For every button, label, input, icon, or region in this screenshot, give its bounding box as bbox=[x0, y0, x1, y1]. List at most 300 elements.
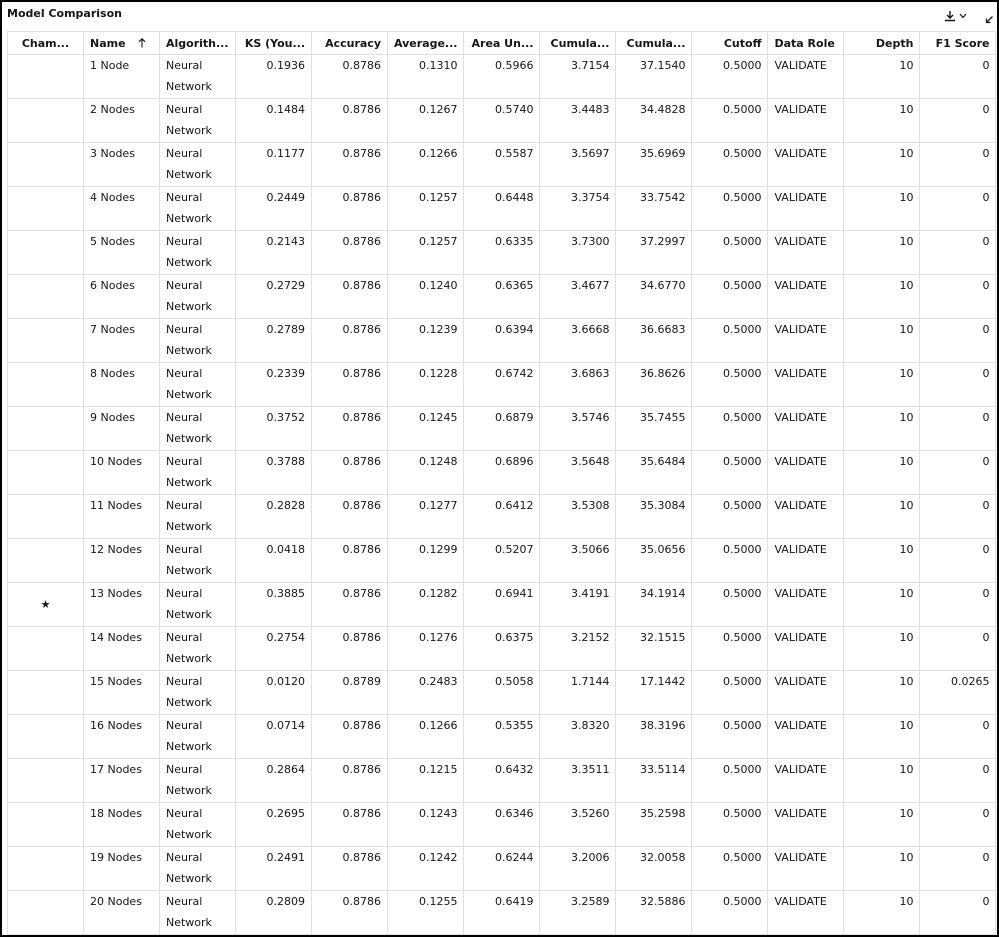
accuracy-cell: 0.8786 bbox=[312, 847, 388, 891]
ks-cell: 0.3788 bbox=[236, 451, 312, 495]
name-cell: 14 Nodes bbox=[84, 627, 160, 671]
data-role-cell: VALIDATE bbox=[768, 803, 844, 847]
ks-cell: 0.0418 bbox=[236, 539, 312, 583]
f1-score-cell: 0 bbox=[920, 99, 996, 143]
chevron-down-icon bbox=[959, 13, 967, 19]
auc-cell: 0.5355 bbox=[464, 715, 540, 759]
collapse-button[interactable] bbox=[984, 10, 996, 24]
column-header-cumulative-2[interactable]: Cumula... bbox=[616, 32, 692, 55]
algorithm-cell: Neural Network bbox=[160, 803, 236, 847]
algorithm-cell: Neural Network bbox=[160, 627, 236, 671]
champion-cell bbox=[8, 803, 84, 847]
data-role-cell: VALIDATE bbox=[768, 759, 844, 803]
column-header-champion[interactable]: Cham... bbox=[8, 32, 84, 55]
cumulative-2-cell: 37.2997 bbox=[616, 231, 692, 275]
average-cell: 0.1299 bbox=[388, 539, 464, 583]
cumulative-2-cell: 32.0058 bbox=[616, 847, 692, 891]
auc-cell: 0.6879 bbox=[464, 407, 540, 451]
column-header-algorithm[interactable]: Algorith... bbox=[160, 32, 236, 55]
column-header-data-role[interactable]: Data Role bbox=[768, 32, 844, 55]
name-cell: 18 Nodes bbox=[84, 803, 160, 847]
algorithm-cell: Neural Network bbox=[160, 143, 236, 187]
f1-score-cell: 0 bbox=[920, 275, 996, 319]
download-icon bbox=[944, 10, 956, 22]
table-row[interactable] bbox=[8, 759, 996, 803]
data-role-cell: VALIDATE bbox=[768, 363, 844, 407]
f1-score-cell: 0 bbox=[920, 319, 996, 363]
table-row[interactable] bbox=[8, 275, 996, 319]
depth-cell: 10 bbox=[844, 231, 920, 275]
accuracy-cell: 0.8786 bbox=[312, 99, 388, 143]
auc-cell: 0.5740 bbox=[464, 99, 540, 143]
ks-cell: 0.3885 bbox=[236, 583, 312, 627]
ks-cell: 0.2339 bbox=[236, 363, 312, 407]
panel-title: Model Comparison bbox=[7, 7, 122, 20]
average-cell: 0.1282 bbox=[388, 583, 464, 627]
auc-cell: 0.5207 bbox=[464, 539, 540, 583]
f1-score-cell: 0 bbox=[920, 715, 996, 759]
data-role-cell: VALIDATE bbox=[768, 539, 844, 583]
table-row[interactable] bbox=[8, 495, 996, 539]
sort-ascending-icon bbox=[138, 38, 146, 48]
table-row[interactable] bbox=[8, 407, 996, 451]
cutoff-cell: 0.5000 bbox=[692, 231, 768, 275]
f1-score-cell: 0 bbox=[920, 891, 996, 935]
ks-cell: 0.1484 bbox=[236, 99, 312, 143]
collapse-icon bbox=[984, 15, 994, 25]
column-header-name-label: Name bbox=[90, 36, 126, 50]
ks-cell: 0.2864 bbox=[236, 759, 312, 803]
name-cell: 11 Nodes bbox=[84, 495, 160, 539]
champion-cell bbox=[8, 275, 84, 319]
cumulative-1-cell: 3.4483 bbox=[540, 99, 616, 143]
data-role-cell: VALIDATE bbox=[768, 187, 844, 231]
name-cell: 16 Nodes bbox=[84, 715, 160, 759]
depth-cell: 10 bbox=[844, 363, 920, 407]
ks-cell: 0.2789 bbox=[236, 319, 312, 363]
table-row[interactable] bbox=[8, 99, 996, 143]
table-row[interactable] bbox=[8, 451, 996, 495]
average-cell: 0.1267 bbox=[388, 99, 464, 143]
cumulative-2-cell: 35.3084 bbox=[616, 495, 692, 539]
depth-cell: 10 bbox=[844, 891, 920, 935]
cutoff-cell: 0.5000 bbox=[692, 407, 768, 451]
cumulative-2-cell: 35.6484 bbox=[616, 451, 692, 495]
algorithm-cell: Neural Network bbox=[160, 363, 236, 407]
data-role-cell: VALIDATE bbox=[768, 715, 844, 759]
accuracy-cell: 0.8786 bbox=[312, 803, 388, 847]
f1-score-cell: 0 bbox=[920, 627, 996, 671]
data-role-cell: VALIDATE bbox=[768, 671, 844, 715]
data-role-cell: VALIDATE bbox=[768, 231, 844, 275]
algorithm-cell: Neural Network bbox=[160, 495, 236, 539]
champion-cell bbox=[8, 55, 84, 99]
auc-cell: 0.6941 bbox=[464, 583, 540, 627]
accuracy-cell: 0.8786 bbox=[312, 715, 388, 759]
f1-score-cell: 0 bbox=[920, 759, 996, 803]
accuracy-cell: 0.8786 bbox=[312, 583, 388, 627]
accuracy-cell: 0.8786 bbox=[312, 363, 388, 407]
name-cell: 8 Nodes bbox=[84, 363, 160, 407]
algorithm-cell: Neural Network bbox=[160, 231, 236, 275]
average-cell: 0.1228 bbox=[388, 363, 464, 407]
data-role-cell: VALIDATE bbox=[768, 495, 844, 539]
champion-cell bbox=[8, 759, 84, 803]
cumulative-2-cell: 32.1515 bbox=[616, 627, 692, 671]
auc-cell: 0.6419 bbox=[464, 891, 540, 935]
cumulative-1-cell: 3.6668 bbox=[540, 319, 616, 363]
f1-score-cell: 0 bbox=[920, 143, 996, 187]
data-role-cell: VALIDATE bbox=[768, 583, 844, 627]
column-header-depth[interactable]: Depth bbox=[844, 32, 920, 55]
algorithm-cell: Neural Network bbox=[160, 539, 236, 583]
name-cell: 6 Nodes bbox=[84, 275, 160, 319]
name-cell: 13 Nodes bbox=[84, 583, 160, 627]
depth-cell: 10 bbox=[844, 187, 920, 231]
ks-cell: 0.2809 bbox=[236, 891, 312, 935]
ks-cell: 0.2754 bbox=[236, 627, 312, 671]
cumulative-1-cell: 3.6863 bbox=[540, 363, 616, 407]
champion-cell bbox=[8, 187, 84, 231]
depth-cell: 10 bbox=[844, 55, 920, 99]
average-cell: 0.1257 bbox=[388, 231, 464, 275]
average-cell: 0.1276 bbox=[388, 627, 464, 671]
cutoff-cell: 0.5000 bbox=[692, 803, 768, 847]
champion-cell bbox=[8, 319, 84, 363]
accuracy-cell: 0.8786 bbox=[312, 319, 388, 363]
accuracy-cell: 0.8786 bbox=[312, 143, 388, 187]
accuracy-cell: 0.8786 bbox=[312, 495, 388, 539]
table-body bbox=[8, 55, 996, 935]
ks-cell: 0.2729 bbox=[236, 275, 312, 319]
name-cell: 5 Nodes bbox=[84, 231, 160, 275]
f1-score-cell: 0 bbox=[920, 539, 996, 583]
cumulative-2-cell: 36.8626 bbox=[616, 363, 692, 407]
auc-cell: 0.5058 bbox=[464, 671, 540, 715]
algorithm-cell: Neural Network bbox=[160, 583, 236, 627]
column-header-f1-score[interactable]: F1 Score bbox=[920, 32, 996, 55]
f1-score-cell: 0 bbox=[920, 803, 996, 847]
average-cell: 0.1257 bbox=[388, 187, 464, 231]
average-cell: 0.1255 bbox=[388, 891, 464, 935]
table-row[interactable] bbox=[8, 803, 996, 847]
f1-score-cell: 0 bbox=[920, 231, 996, 275]
accuracy-cell: 0.8789 bbox=[312, 671, 388, 715]
accuracy-cell: 0.8786 bbox=[312, 759, 388, 803]
cumulative-2-cell: 35.2598 bbox=[616, 803, 692, 847]
auc-cell: 0.6448 bbox=[464, 187, 540, 231]
average-cell: 0.1266 bbox=[388, 143, 464, 187]
champion-cell bbox=[8, 847, 84, 891]
average-cell: 0.1239 bbox=[388, 319, 464, 363]
ks-cell: 0.2449 bbox=[236, 187, 312, 231]
ks-cell: 0.2491 bbox=[236, 847, 312, 891]
cutoff-cell: 0.5000 bbox=[692, 891, 768, 935]
auc-cell: 0.6375 bbox=[464, 627, 540, 671]
name-cell: 10 Nodes bbox=[84, 451, 160, 495]
algorithm-cell: Neural Network bbox=[160, 407, 236, 451]
auc-cell: 0.6432 bbox=[464, 759, 540, 803]
table-row[interactable] bbox=[8, 583, 996, 627]
f1-score-cell: 0 bbox=[920, 495, 996, 539]
cutoff-cell: 0.5000 bbox=[692, 539, 768, 583]
average-cell: 0.1240 bbox=[388, 275, 464, 319]
average-cell: 0.1310 bbox=[388, 55, 464, 99]
name-cell: 7 Nodes bbox=[84, 319, 160, 363]
name-cell: 20 Nodes bbox=[84, 891, 160, 935]
cutoff-cell: 0.5000 bbox=[692, 759, 768, 803]
depth-cell: 10 bbox=[844, 759, 920, 803]
table-row[interactable] bbox=[8, 231, 996, 275]
accuracy-cell: 0.8786 bbox=[312, 407, 388, 451]
champion-cell bbox=[8, 231, 84, 275]
f1-score-cell: 0.0265 bbox=[920, 671, 996, 715]
depth-cell: 10 bbox=[844, 671, 920, 715]
cumulative-2-cell: 36.6683 bbox=[616, 319, 692, 363]
ks-cell: 0.1936 bbox=[236, 55, 312, 99]
average-cell: 0.1242 bbox=[388, 847, 464, 891]
table-row[interactable] bbox=[8, 187, 996, 231]
algorithm-cell: Neural Network bbox=[160, 55, 236, 99]
cumulative-1-cell: 3.5746 bbox=[540, 407, 616, 451]
cumulative-1-cell: 3.5697 bbox=[540, 143, 616, 187]
average-cell: 0.1248 bbox=[388, 451, 464, 495]
auc-cell: 0.6244 bbox=[464, 847, 540, 891]
ks-cell: 0.3752 bbox=[236, 407, 312, 451]
f1-score-cell: 0 bbox=[920, 187, 996, 231]
model-comparison-table bbox=[7, 31, 996, 935]
cumulative-2-cell: 35.0656 bbox=[616, 539, 692, 583]
champion-cell bbox=[8, 451, 84, 495]
depth-cell: 10 bbox=[844, 583, 920, 627]
auc-cell: 0.6394 bbox=[464, 319, 540, 363]
accuracy-cell: 0.8786 bbox=[312, 451, 388, 495]
cumulative-1-cell: 3.2152 bbox=[540, 627, 616, 671]
average-cell: 0.1245 bbox=[388, 407, 464, 451]
algorithm-cell: Neural Network bbox=[160, 759, 236, 803]
data-role-cell: VALIDATE bbox=[768, 407, 844, 451]
ks-cell: 0.2828 bbox=[236, 495, 312, 539]
cumulative-1-cell: 3.2589 bbox=[540, 891, 616, 935]
cumulative-2-cell: 35.6969 bbox=[616, 143, 692, 187]
accuracy-cell: 0.8786 bbox=[312, 891, 388, 935]
column-header-auc[interactable]: Area Un... bbox=[464, 32, 540, 55]
cumulative-1-cell: 3.3511 bbox=[540, 759, 616, 803]
accuracy-cell: 0.8786 bbox=[312, 55, 388, 99]
table-row[interactable] bbox=[8, 671, 996, 715]
column-header-ks[interactable]: KS (You... bbox=[236, 32, 312, 55]
auc-cell: 0.6346 bbox=[464, 803, 540, 847]
cutoff-cell: 0.5000 bbox=[692, 275, 768, 319]
auc-cell: 0.6896 bbox=[464, 451, 540, 495]
depth-cell: 10 bbox=[844, 319, 920, 363]
cutoff-cell: 0.5000 bbox=[692, 495, 768, 539]
cumulative-1-cell: 3.5308 bbox=[540, 495, 616, 539]
depth-cell: 10 bbox=[844, 803, 920, 847]
depth-cell: 10 bbox=[844, 143, 920, 187]
champion-cell bbox=[8, 99, 84, 143]
cutoff-cell: 0.5000 bbox=[692, 451, 768, 495]
algorithm-cell: Neural Network bbox=[160, 451, 236, 495]
data-role-cell: VALIDATE bbox=[768, 55, 844, 99]
name-cell: 4 Nodes bbox=[84, 187, 160, 231]
auc-cell: 0.6335 bbox=[464, 231, 540, 275]
table-row[interactable] bbox=[8, 143, 996, 187]
champion-cell bbox=[8, 495, 84, 539]
depth-cell: 10 bbox=[844, 539, 920, 583]
download-button[interactable] bbox=[944, 8, 972, 24]
column-header-accuracy[interactable]: Accuracy bbox=[312, 32, 388, 55]
cutoff-cell: 0.5000 bbox=[692, 143, 768, 187]
cutoff-cell: 0.5000 bbox=[692, 363, 768, 407]
algorithm-cell: Neural Network bbox=[160, 847, 236, 891]
champion-star-icon: ★ bbox=[8, 583, 84, 627]
algorithm-cell: Neural Network bbox=[160, 671, 236, 715]
table-header-row bbox=[8, 32, 996, 55]
cutoff-cell: 0.5000 bbox=[692, 55, 768, 99]
cutoff-cell: 0.5000 bbox=[692, 715, 768, 759]
auc-cell: 0.5966 bbox=[464, 55, 540, 99]
cutoff-cell: 0.5000 bbox=[692, 583, 768, 627]
table-row[interactable] bbox=[8, 55, 996, 99]
cumulative-1-cell: 3.8320 bbox=[540, 715, 616, 759]
accuracy-cell: 0.8786 bbox=[312, 187, 388, 231]
panel-header bbox=[2, 2, 997, 31]
algorithm-cell: Neural Network bbox=[160, 99, 236, 143]
cumulative-1-cell: 3.5648 bbox=[540, 451, 616, 495]
algorithm-cell: Neural Network bbox=[160, 275, 236, 319]
data-role-cell: VALIDATE bbox=[768, 319, 844, 363]
data-role-cell: VALIDATE bbox=[768, 275, 844, 319]
champion-cell bbox=[8, 407, 84, 451]
f1-score-cell: 0 bbox=[920, 451, 996, 495]
auc-cell: 0.5587 bbox=[464, 143, 540, 187]
depth-cell: 10 bbox=[844, 847, 920, 891]
data-role-cell: VALIDATE bbox=[768, 891, 844, 935]
name-cell: 17 Nodes bbox=[84, 759, 160, 803]
table-row[interactable] bbox=[8, 363, 996, 407]
f1-score-cell: 0 bbox=[920, 847, 996, 891]
depth-cell: 10 bbox=[844, 407, 920, 451]
cutoff-cell: 0.5000 bbox=[692, 319, 768, 363]
champion-cell bbox=[8, 363, 84, 407]
cumulative-2-cell: 32.5886 bbox=[616, 891, 692, 935]
name-cell: 12 Nodes bbox=[84, 539, 160, 583]
data-role-cell: VALIDATE bbox=[768, 451, 844, 495]
data-role-cell: VALIDATE bbox=[768, 847, 844, 891]
champion-cell bbox=[8, 715, 84, 759]
f1-score-cell: 0 bbox=[920, 583, 996, 627]
cumulative-1-cell: 3.4677 bbox=[540, 275, 616, 319]
accuracy-cell: 0.8786 bbox=[312, 275, 388, 319]
data-role-cell: VALIDATE bbox=[768, 99, 844, 143]
cumulative-2-cell: 33.7542 bbox=[616, 187, 692, 231]
data-role-cell: VALIDATE bbox=[768, 627, 844, 671]
average-cell: 0.2483 bbox=[388, 671, 464, 715]
algorithm-cell: Neural Network bbox=[160, 187, 236, 231]
column-header-cutoff[interactable]: Cutoff bbox=[692, 32, 768, 55]
auc-cell: 0.6742 bbox=[464, 363, 540, 407]
table-row[interactable] bbox=[8, 847, 996, 891]
cumulative-1-cell: 1.7144 bbox=[540, 671, 616, 715]
cumulative-1-cell: 3.2006 bbox=[540, 847, 616, 891]
cumulative-2-cell: 33.5114 bbox=[616, 759, 692, 803]
ks-cell: 0.0120 bbox=[236, 671, 312, 715]
ks-cell: 0.0714 bbox=[236, 715, 312, 759]
name-cell: 19 Nodes bbox=[84, 847, 160, 891]
cumulative-1-cell: 3.4191 bbox=[540, 583, 616, 627]
cumulative-2-cell: 34.1914 bbox=[616, 583, 692, 627]
cumulative-1-cell: 3.3754 bbox=[540, 187, 616, 231]
depth-cell: 10 bbox=[844, 715, 920, 759]
algorithm-cell: Neural Network bbox=[160, 891, 236, 935]
cumulative-1-cell: 3.7300 bbox=[540, 231, 616, 275]
table-row[interactable] bbox=[8, 891, 996, 935]
column-header-name[interactable] bbox=[84, 32, 160, 55]
accuracy-cell: 0.8786 bbox=[312, 539, 388, 583]
depth-cell: 10 bbox=[844, 275, 920, 319]
cutoff-cell: 0.5000 bbox=[692, 99, 768, 143]
champion-cell bbox=[8, 891, 84, 935]
name-cell: 3 Nodes bbox=[84, 143, 160, 187]
name-cell: 15 Nodes bbox=[84, 671, 160, 715]
data-role-cell: VALIDATE bbox=[768, 143, 844, 187]
table-row[interactable] bbox=[8, 539, 996, 583]
depth-cell: 10 bbox=[844, 495, 920, 539]
cumulative-2-cell: 38.3196 bbox=[616, 715, 692, 759]
f1-score-cell: 0 bbox=[920, 363, 996, 407]
cutoff-cell: 0.5000 bbox=[692, 187, 768, 231]
f1-score-cell: 0 bbox=[920, 55, 996, 99]
champion-cell bbox=[8, 671, 84, 715]
cutoff-cell: 0.5000 bbox=[692, 627, 768, 671]
ks-cell: 0.2695 bbox=[236, 803, 312, 847]
cumulative-1-cell: 3.7154 bbox=[540, 55, 616, 99]
name-cell: 2 Nodes bbox=[84, 99, 160, 143]
ks-cell: 0.2143 bbox=[236, 231, 312, 275]
table-row[interactable] bbox=[8, 715, 996, 759]
algorithm-cell: Neural Network bbox=[160, 319, 236, 363]
accuracy-cell: 0.8786 bbox=[312, 231, 388, 275]
average-cell: 0.1277 bbox=[388, 495, 464, 539]
algorithm-cell: Neural Network bbox=[160, 715, 236, 759]
cumulative-2-cell: 35.7455 bbox=[616, 407, 692, 451]
depth-cell: 10 bbox=[844, 627, 920, 671]
cumulative-1-cell: 3.5066 bbox=[540, 539, 616, 583]
accuracy-cell: 0.8786 bbox=[312, 627, 388, 671]
ks-cell: 0.1177 bbox=[236, 143, 312, 187]
name-cell: 1 Node bbox=[84, 55, 160, 99]
cumulative-2-cell: 37.1540 bbox=[616, 55, 692, 99]
cumulative-2-cell: 34.6770 bbox=[616, 275, 692, 319]
table-row[interactable] bbox=[8, 319, 996, 363]
cumulative-2-cell: 17.1442 bbox=[616, 671, 692, 715]
cutoff-cell: 0.5000 bbox=[692, 671, 768, 715]
depth-cell: 10 bbox=[844, 451, 920, 495]
cumulative-1-cell: 3.5260 bbox=[540, 803, 616, 847]
champion-cell bbox=[8, 539, 84, 583]
column-header-cumulative-1[interactable]: Cumula... bbox=[540, 32, 616, 55]
column-header-average[interactable]: Average... bbox=[388, 32, 464, 55]
cutoff-cell: 0.5000 bbox=[692, 847, 768, 891]
f1-score-cell: 0 bbox=[920, 407, 996, 451]
average-cell: 0.1215 bbox=[388, 759, 464, 803]
average-cell: 0.1266 bbox=[388, 715, 464, 759]
table-row[interactable] bbox=[8, 627, 996, 671]
average-cell: 0.1243 bbox=[388, 803, 464, 847]
champion-cell bbox=[8, 143, 84, 187]
depth-cell: 10 bbox=[844, 99, 920, 143]
